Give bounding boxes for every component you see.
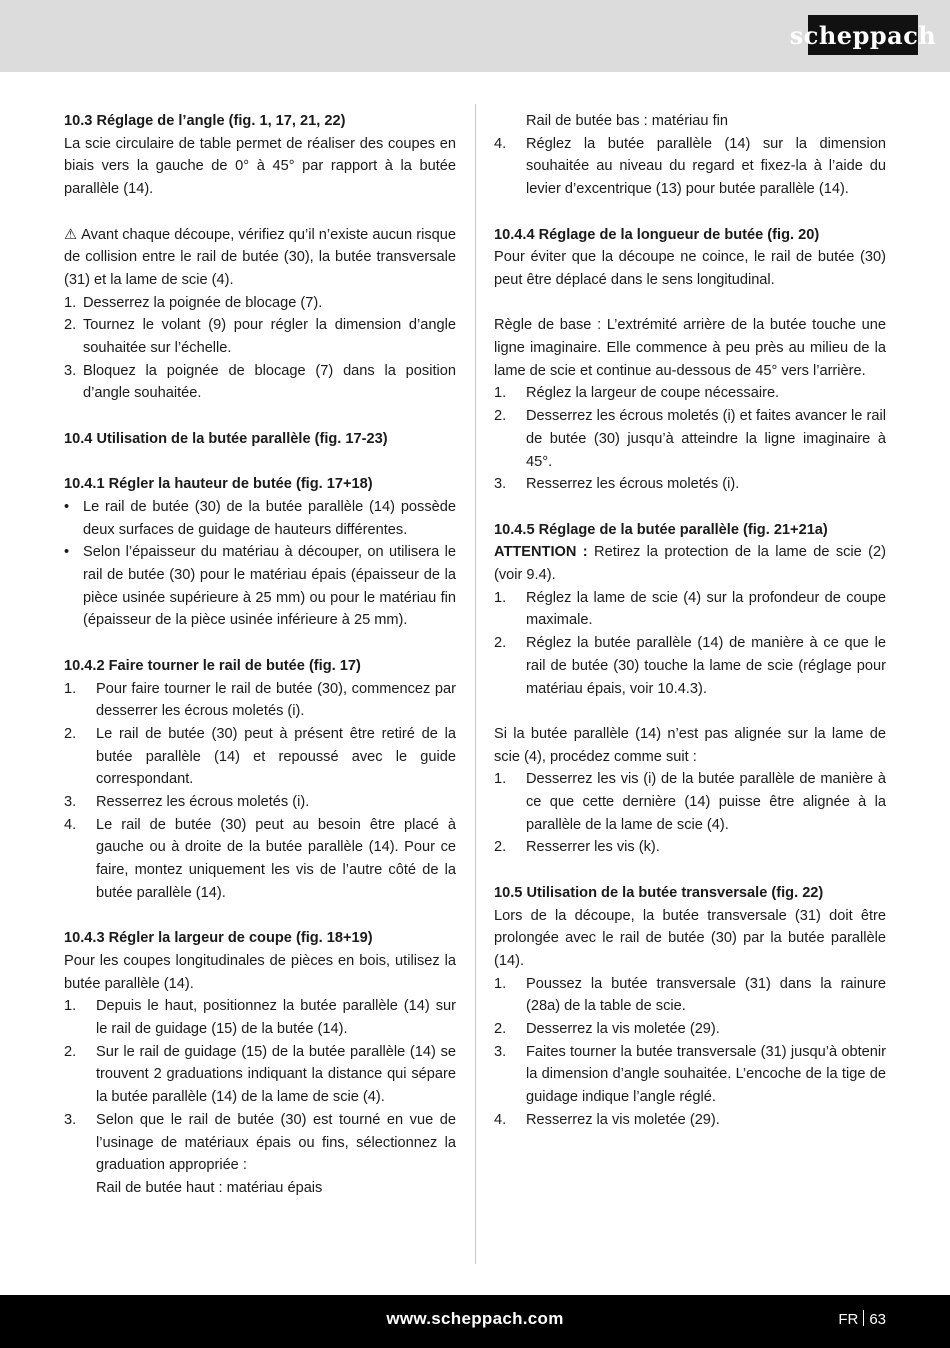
- list-marker: 1.: [64, 998, 77, 1015]
- list-marker: 3.: [494, 476, 507, 493]
- list-text: Desserrez les écrous moletés (i) et faites avancer le rail de butée (30) jusqu’à atteindre la ligne imaginaire à 45°.: [526, 408, 886, 470]
- steps-list: [494, 973, 886, 1132]
- warning-icon: ⚠: [64, 226, 78, 243]
- list-marker: 2.: [494, 1021, 507, 1038]
- list-text: Bloquez la poignée de blocage (7) dans la position d’angle souhaitée.: [83, 362, 456, 402]
- website-link[interactable]: www.scheppach.com: [386, 1309, 564, 1328]
- list-text: Resserrer les vis (k).: [526, 839, 660, 856]
- list-text: Desserrez la poignée de blocage (7).: [83, 294, 323, 311]
- list-marker: •: [64, 498, 70, 515]
- bullet-list: [64, 496, 456, 632]
- list-marker: 1.: [494, 385, 507, 402]
- right-column: [494, 110, 886, 1132]
- paragraph: Si la butée parallèle (14) n’est pas alignée sur la lame de scie (4), procédez comme suit :: [494, 725, 886, 765]
- list-item: [64, 678, 456, 723]
- page-number: FR 63: [838, 1311, 886, 1328]
- list-item: [494, 1109, 886, 1132]
- paragraph: Pour les coupes longitudinales de pièces en bois, utilisez la butée parallèle (14).: [64, 952, 456, 992]
- list-marker: 2.: [494, 635, 507, 652]
- list-item: [494, 836, 886, 859]
- paragraph: Règle de base : L’extrémité arrière de la butée touche une ligne imaginaire. Elle commence à peu près au milieu de la lame de scie et continue au-dessous de 45° vers l’arrière.: [494, 317, 886, 379]
- list-item: [64, 1041, 456, 1109]
- list-text: Poussez la butée transversale (31) dans la rainure (28a) de la table de scie.: [526, 975, 886, 1015]
- steps-list: [494, 382, 886, 496]
- list-item: [494, 632, 886, 700]
- list-text: Resserrez la vis moletée (29).: [526, 1111, 720, 1128]
- list-marker: •: [64, 544, 70, 561]
- list-text: Réglez la lame de scie (4) sur la profondeur de coupe maximale.: [526, 589, 886, 629]
- paragraph: Lors de la découpe, la butée transversale (31) doit être prolongée avec le rail de butée (30) par la butée parallèle (14).: [494, 907, 886, 969]
- list-marker: 2.: [64, 317, 77, 334]
- list-marker: 3.: [64, 1111, 77, 1128]
- list-item: [64, 292, 456, 315]
- attention-paragraph: ATTENTION : Retirez la protection de la lame de scie (2) (voir 9.4).: [494, 544, 886, 584]
- list-item: [64, 791, 456, 814]
- list-item: 4. Réglez la butée parallèle (14) sur la dimension souhaitée au niveau du regard et fixez-la à l’aide du levier d’excentrique (13) pour butée parallèle (14).: [494, 135, 886, 198]
- column-divider: [475, 104, 476, 1264]
- list-text: Le rail de butée (30) de la butée parallèle (14) possède deux surfaces de guidage de hauteurs différentes.: [83, 498, 456, 538]
- list-item: [64, 814, 456, 905]
- subsection-title: 10.4.2 Faire tourner le rail de butée (fig. 17): [64, 657, 361, 674]
- section-title: 10.3 Réglage de l’angle (fig. 1, 17, 21, 22): [64, 113, 346, 129]
- list-text: Réglez la butée parallèle (14) de manière à ce que le rail de butée (30) touche la lame de scie (réglage pour matériau épais, voir 10.4.3).: [526, 635, 886, 697]
- list-text: Resserrez les écrous moletés (i).: [526, 476, 740, 493]
- steps-list: [64, 995, 456, 1177]
- steps-list: [64, 678, 456, 905]
- list-marker: 4.: [64, 816, 77, 833]
- paragraph: Pour éviter que la découpe ne coince, le rail de butée (30) peut être déplacé dans le sens longitudinal.: [494, 249, 886, 288]
- list-item: [64, 723, 456, 791]
- list-text: Pour faire tourner le rail de butée (30), commencez par desserrer les écrous moletés (i).: [96, 680, 456, 720]
- subsection-title: 10.4.5 Réglage de la butée parallèle (fig. 21+21a): [494, 521, 828, 538]
- left-column: [64, 110, 456, 1200]
- scheppach-logo: scheppach: [808, 15, 918, 55]
- list-item: [494, 473, 886, 496]
- list-item: [494, 382, 886, 405]
- list-item: [494, 1041, 886, 1109]
- list-item: [64, 496, 456, 541]
- list-marker: 2.: [64, 725, 77, 742]
- list-marker: 2.: [494, 408, 507, 425]
- steps-list: [494, 587, 886, 701]
- list-text: Selon que le rail de butée (30) est tourné en vue de l’usinage de matériaux épais ou fins, sélectionnez la graduation appropriée :: [96, 1111, 456, 1174]
- list-marker: 1.: [494, 975, 507, 992]
- list-text: Desserrez les vis (i) de la butée parallèle de manière à ce que cette dernière (14) puisse être alignée à la parallèle de la lame de scie (4).: [526, 771, 886, 833]
- list-marker: 1.: [494, 771, 507, 788]
- list-marker: 1.: [64, 680, 77, 697]
- list-text: Depuis le haut, positionnez la butée parallèle (14) sur le rail de guidage (15) de la butée (14).: [96, 998, 456, 1038]
- list-item: [494, 973, 886, 1018]
- list-text: Faites tourner la butée transversale (31) jusqu’à obtenir la dimension d’angle souhaitée. L’encoche de la tige de guidage indique l’angle réglé.: [526, 1043, 886, 1106]
- list-marker: 4.: [494, 1111, 507, 1128]
- subsection-title: 10.4.4 Réglage de la longueur de butée (fig. 20): [494, 226, 820, 243]
- list-item: [494, 405, 886, 473]
- list-item: [64, 541, 456, 632]
- list-text: Réglez la largeur de coupe nécessaire.: [526, 385, 780, 402]
- list-item: [64, 314, 456, 359]
- list-text: Le rail de butée (30) peut à présent être retiré de la butée parallèle (14) et repoussé avec le guide correspondant.: [96, 725, 456, 788]
- warning-paragraph: [64, 224, 456, 292]
- section-title: 10.5 Utilisation de la butée transversale (fig. 22): [494, 884, 824, 901]
- paragraph: Rail de butée bas : matériau fin: [526, 113, 728, 129]
- attention-label: ATTENTION :: [494, 544, 588, 561]
- list-marker: 1.: [494, 589, 507, 606]
- subsection-title: 10.4.1 Régler la hauteur de butée (fig. 17+18): [64, 476, 373, 493]
- steps-list: [494, 768, 886, 859]
- list-item: [64, 1109, 456, 1177]
- list-marker: 3.: [494, 1043, 507, 1060]
- list-item: [494, 768, 886, 836]
- list-text: Tournez le volant (9) pour régler la dimension d’angle souhaitée sur l’échelle.: [83, 317, 456, 357]
- list-marker: 2.: [494, 839, 507, 856]
- list-item: [64, 995, 456, 1040]
- list-text: Resserrez les écrous moletés (i).: [96, 794, 310, 811]
- list-text: Desserrez la vis moletée (29).: [526, 1021, 720, 1038]
- list-marker: 2.: [64, 1043, 77, 1060]
- list-item: [494, 1018, 886, 1041]
- list-text: Sur le rail de guidage (15) de la butée parallèle (14) se trouvent 2 graduations indiquant la distance qui sépare la butée parallèle (14) de la lame de scie (4).: [96, 1043, 456, 1106]
- list-text: Selon l’épaisseur du matériau à découper, on utilisera le rail de butée (30) pour le matériau épais (épaisseur de la pièce usinée supérieure à 25 mm) ou pour le matériau fin (épaisseur de la pièce usinée inférieure à 25 mm).: [83, 544, 456, 629]
- paragraph: La scie circulaire de table permet de réaliser des coupes en biais vers la gauche de 0° à 45° par rapport à la butée parallèle (14).: [64, 135, 456, 198]
- list-item: [64, 360, 456, 405]
- section-title: 10.4 Utilisation de la butée parallèle (fig. 17-23): [64, 430, 388, 447]
- list-marker: 3.: [64, 794, 77, 811]
- footer: [0, 1295, 950, 1348]
- list-text: Le rail de butée (30) peut au besoin être placé à gauche ou à droite de la butée parallèle (14). Pour ce faire, montez uniquement les vis de l’autre côté de la butée parallèle (14).: [96, 816, 456, 901]
- paragraph: Rail de butée haut : matériau épais: [96, 1179, 323, 1196]
- list-marker: 3.: [64, 362, 77, 379]
- steps-list: [64, 292, 456, 406]
- subsection-title: 10.4.3 Régler la largeur de coupe (fig. 18+19): [64, 930, 373, 947]
- list-item: [494, 587, 886, 632]
- list-marker: 1.: [64, 294, 77, 311]
- warning-text: Avant chaque découpe, vérifiez qu’il n’existe aucun risque de collision entre le rail de butée (30), la butée transversale (31) et la lame de scie (4).: [64, 226, 456, 288]
